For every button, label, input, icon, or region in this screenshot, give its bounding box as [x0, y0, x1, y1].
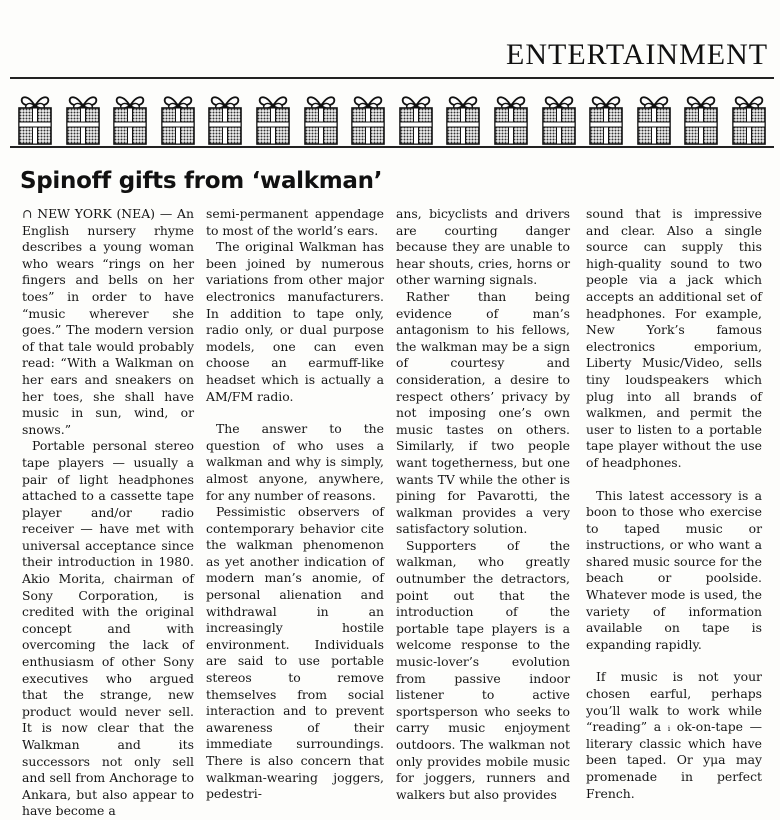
gift-box-icon [16, 90, 54, 146]
paragraph: semi-permanent appendage to most of the world’s ears. [206, 206, 384, 238]
paragraph: Rather than being evidence of man’s antagonism to his fellows, the walkman may be a sign of courtesy and consideration, a desire to respect others’ privacy by not imposing one’s own music tastes on others. Similarly, if two people want togetherness, but one wants TV while the other is pining for Pavarotti, the walkman provides a very satisfactory solution. [396, 288, 570, 537]
gift-box-icon [254, 90, 292, 146]
paragraph: Portable personal stereo tape players — usually a pair of light headphones attached to a cassette tape player and/or radio receiver — have met with universal acceptance since their introduction in 1980. Akio Morita, chairman of Sony Corporation, is credited with the original concept and with overcoming the lack of enthusiasm of other Sony executives who argued that the strange, new product would never sell. It is now clear that the Walkman and its successors not only sell and sell from Anchorage to Ankara, but also appear to have become a [22, 438, 194, 819]
paragraph: Supporters of the walkman, who greatly outnumber the detractors, point out that the introduction of the portable tape players is a welcome response to the music-lover’s evolution from passive indoor listener to active sportsperson who seeks to carry music enjoyment outdoors. The walkman not only provides mobile music for joggers, runners and walkers but also provides [396, 537, 570, 802]
gift-box-icon [682, 90, 720, 146]
article-column-2 [206, 206, 384, 803]
paragraph: This latest accessory is a boon to those who exercise to taped music or instructions, or who want a shared music source for the beach or poolside. Whatever mode is used, the variety of information available on tape is expanding rapidly. [586, 487, 762, 652]
paragraph: Pessimistic observers of contemporary behavior cite the walkman phenomenon as yet another indication of modern man’s anomie, of personal alienation and withdrawal in an increasingly hostile environment. Individuals are said to use portable stereos to remove themselves from social interaction and to prevent awareness of their immediate surroundings. There is also concern that walkman-wearing joggers, pedestri- [206, 504, 384, 802]
gift-box-icon [111, 90, 149, 146]
paragraph: If music is not your chosen earful, perhaps you’ll walk to work while “reading” a ᵢ ok-on-tape — literary classic which have been taped. Or yμa may promenade in perfect French. [586, 669, 762, 801]
paragraph: sound that is impressive and clear. Also a single source can supply this high-quality sound to two people via a jack which accepts an additional set of headphones. For example, New York’s famous electronics emporium, Liberty Music/Video, sells tiny loudspeakers which plug into all brands of walkmen, and permit the user to listen to a portable tape player without the use of headphones. [586, 206, 762, 470]
header-rule [10, 77, 774, 79]
gift-box-icon [730, 90, 768, 146]
gift-box-icon [635, 90, 673, 146]
gift-box-icon [349, 90, 387, 146]
section-title: ENTERTAINMENT [506, 38, 769, 71]
gift-box-icon [492, 90, 530, 146]
paragraph: ∩ NEW YORK (NEA) — An English nursery rhyme describes a young woman who wears “rings on her fingers and bells on her toes” in order to have “music wherever she goes.” The modern version of that tale would probably read: “With a Walkman on her ears and sneakers on her toes, she shall have music in sun, wind, or snows.” [22, 206, 194, 437]
gift-border-band [10, 84, 774, 148]
article-headline: Spinoff gifts from ‘walkman’ [20, 168, 383, 194]
paragraph: The original Walkman has been joined by numerous variations from other major electronics manufacturers. In addition to tape only, radio only, or dual purpose models, one can even choose an earmuff-like headset which is actually a AM/FM radio. [206, 239, 384, 404]
gift-box-icon [540, 90, 578, 146]
gift-box-icon [206, 90, 244, 146]
band-bottom-rule [10, 146, 774, 148]
gift-box-icon [397, 90, 435, 146]
gift-box-icon [444, 90, 482, 146]
gift-box-icon [587, 90, 625, 146]
paragraph: ans, bicyclists and drivers are courting danger because they are unable to hear shouts, cries, horns or other warning signals. [396, 206, 570, 288]
paragraph: The answer to the question of who uses a walkman and why is simply, almost anyone, anywhere, for any number of reasons. [206, 421, 384, 503]
gift-box-icon [302, 90, 340, 146]
gift-box-icon [159, 90, 197, 146]
article-column-1 [22, 206, 194, 820]
article-column-4 [586, 206, 762, 802]
gift-box-icon [64, 90, 102, 146]
